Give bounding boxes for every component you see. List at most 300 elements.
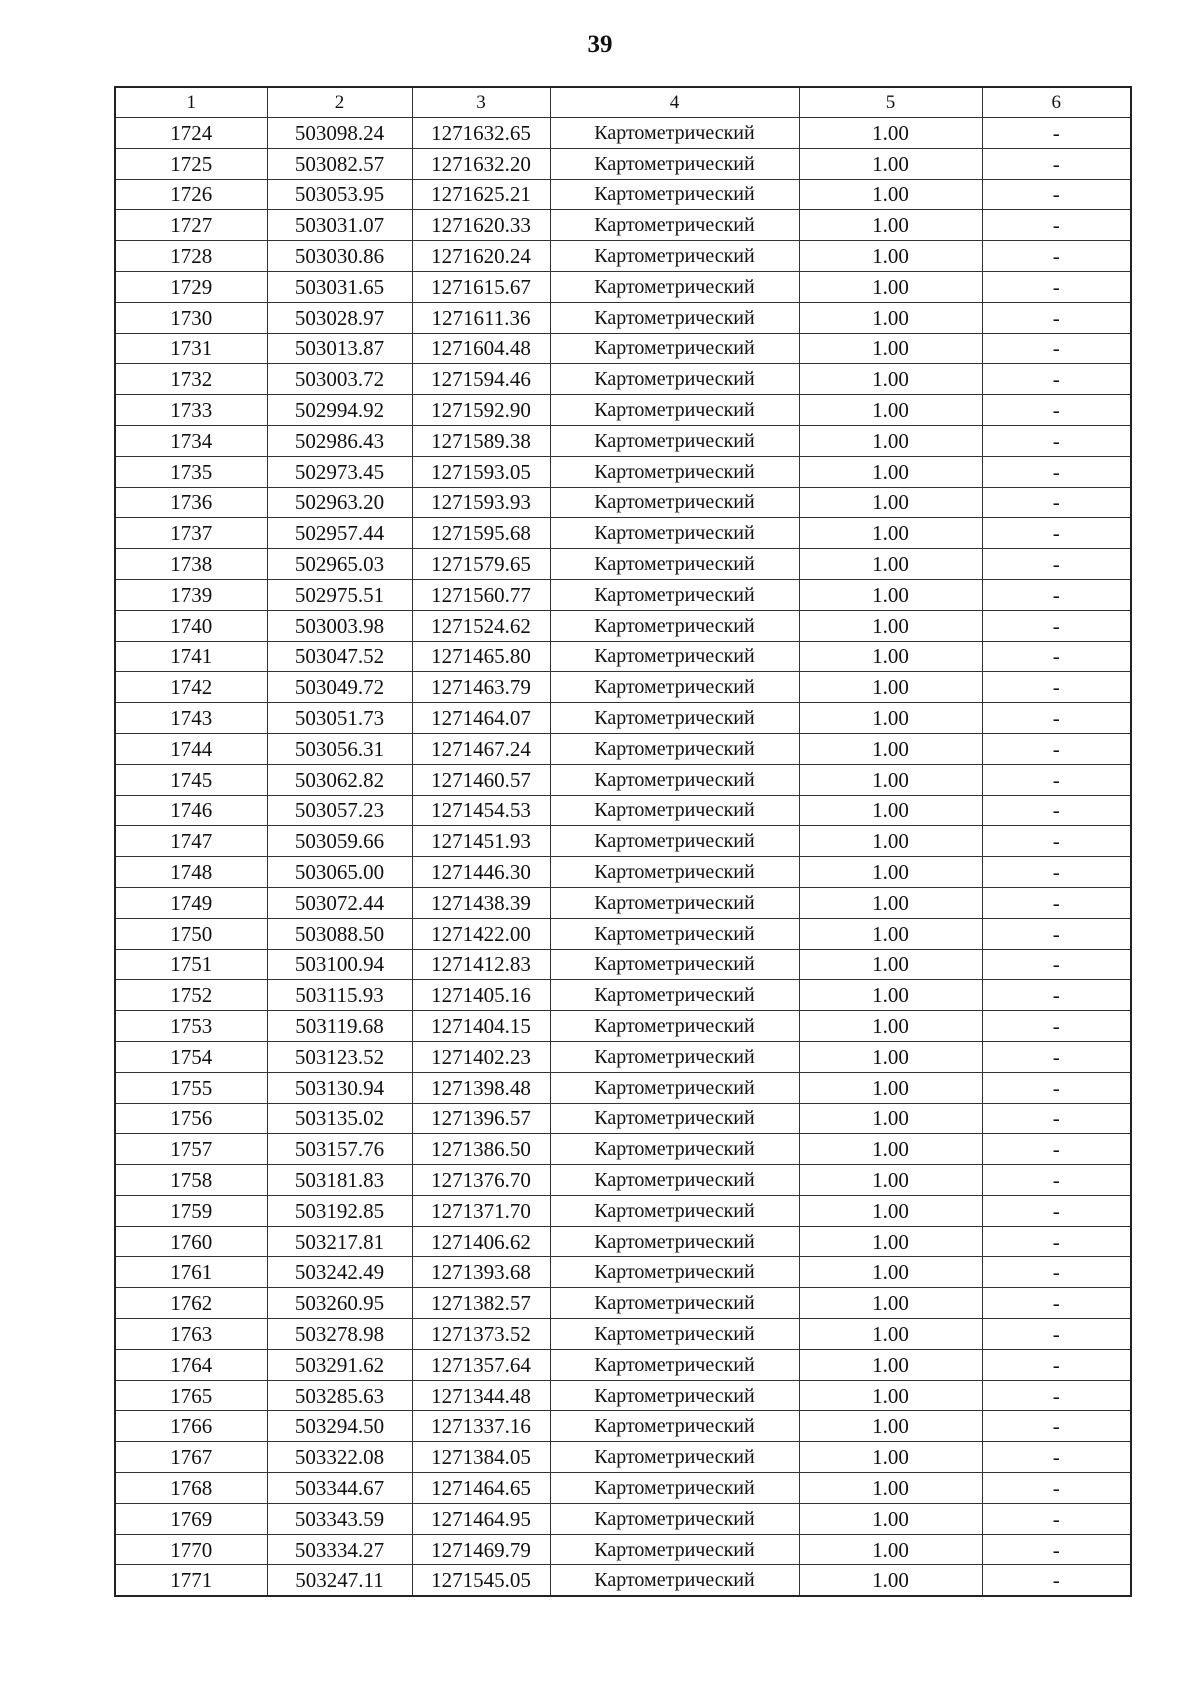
table-row (115, 395, 1131, 426)
y-coordinate-cell: 1271593.05 (412, 456, 550, 487)
method-cell: Картометрический (550, 1349, 799, 1380)
point-number-cell: 1732 (115, 364, 267, 395)
table-row (115, 1257, 1131, 1288)
accuracy-cell: 1.00 (799, 118, 982, 149)
accuracy-cell: 1.00 (799, 1319, 982, 1350)
accuracy-cell: 1.00 (799, 1565, 982, 1596)
point-number-cell: 1752 (115, 980, 267, 1011)
method-cell: Картометрический (550, 1534, 799, 1565)
description-cell: - (982, 271, 1131, 302)
method-cell: Картометрический (550, 918, 799, 949)
y-coordinate-cell: 1271545.05 (412, 1565, 550, 1596)
point-number-cell: 1762 (115, 1288, 267, 1319)
y-coordinate-cell: 1271589.38 (412, 425, 550, 456)
description-cell: - (982, 118, 1131, 149)
description-cell: - (982, 733, 1131, 764)
method-cell: Картометрический (550, 672, 799, 703)
method-cell: Картометрический (550, 1041, 799, 1072)
x-coordinate-cell: 503100.94 (267, 949, 412, 980)
accuracy-cell: 1.00 (799, 733, 982, 764)
method-cell: Картометрический (550, 1411, 799, 1442)
method-cell: Картометрический (550, 1011, 799, 1042)
x-coordinate-cell: 503028.97 (267, 302, 412, 333)
header-cell-4: 4 (550, 87, 799, 118)
accuracy-cell: 1.00 (799, 425, 982, 456)
method-cell: Картометрический (550, 549, 799, 580)
x-coordinate-cell: 503130.94 (267, 1072, 412, 1103)
description-cell: - (982, 1134, 1131, 1165)
y-coordinate-cell: 1271592.90 (412, 395, 550, 426)
y-coordinate-cell: 1271451.93 (412, 826, 550, 857)
description-cell: - (982, 1319, 1131, 1350)
description-cell: - (982, 1165, 1131, 1196)
method-cell: Картометрический (550, 456, 799, 487)
y-coordinate-cell: 1271337.16 (412, 1411, 550, 1442)
table-row (115, 241, 1131, 272)
accuracy-cell: 1.00 (799, 1165, 982, 1196)
table-row (115, 148, 1131, 179)
y-coordinate-cell: 1271422.00 (412, 918, 550, 949)
x-coordinate-cell: 503049.72 (267, 672, 412, 703)
y-coordinate-cell: 1271594.46 (412, 364, 550, 395)
description-cell: - (982, 1473, 1131, 1504)
description-cell: - (982, 672, 1131, 703)
description-cell: - (982, 949, 1131, 980)
y-coordinate-cell: 1271371.70 (412, 1195, 550, 1226)
point-number-cell: 1734 (115, 425, 267, 456)
table-row (115, 887, 1131, 918)
x-coordinate-cell: 503031.65 (267, 271, 412, 302)
table-row (115, 456, 1131, 487)
table-row (115, 1380, 1131, 1411)
y-coordinate-cell: 1271438.39 (412, 887, 550, 918)
table-row (115, 980, 1131, 1011)
accuracy-cell: 1.00 (799, 179, 982, 210)
x-coordinate-cell: 503322.08 (267, 1442, 412, 1473)
y-coordinate-cell: 1271579.65 (412, 549, 550, 580)
method-cell: Картометрический (550, 1226, 799, 1257)
accuracy-cell: 1.00 (799, 1011, 982, 1042)
accuracy-cell: 1.00 (799, 949, 982, 980)
table-row (115, 1411, 1131, 1442)
table-row (115, 1288, 1131, 1319)
x-coordinate-cell: 503051.73 (267, 703, 412, 734)
accuracy-cell: 1.00 (799, 1380, 982, 1411)
table-row (115, 487, 1131, 518)
y-coordinate-cell: 1271467.24 (412, 733, 550, 764)
point-number-cell: 1757 (115, 1134, 267, 1165)
y-coordinate-cell: 1271357.64 (412, 1349, 550, 1380)
y-coordinate-cell: 1271604.48 (412, 333, 550, 364)
point-number-cell: 1753 (115, 1011, 267, 1042)
accuracy-cell: 1.00 (799, 795, 982, 826)
description-cell: - (982, 1072, 1131, 1103)
method-cell: Картометрический (550, 302, 799, 333)
table-row (115, 271, 1131, 302)
y-coordinate-cell: 1271396.57 (412, 1103, 550, 1134)
y-coordinate-cell: 1271611.36 (412, 302, 550, 333)
point-number-cell: 1744 (115, 733, 267, 764)
y-coordinate-cell: 1271593.93 (412, 487, 550, 518)
y-coordinate-cell: 1271524.62 (412, 610, 550, 641)
method-cell: Картометрический (550, 1134, 799, 1165)
description-cell: - (982, 302, 1131, 333)
accuracy-cell: 1.00 (799, 148, 982, 179)
table-row (115, 518, 1131, 549)
table-row (115, 949, 1131, 980)
table-row (115, 1442, 1131, 1473)
accuracy-cell: 1.00 (799, 641, 982, 672)
point-number-cell: 1765 (115, 1380, 267, 1411)
accuracy-cell: 1.00 (799, 518, 982, 549)
accuracy-cell: 1.00 (799, 703, 982, 734)
point-number-cell: 1763 (115, 1319, 267, 1350)
table-row (115, 857, 1131, 888)
description-cell: - (982, 1442, 1131, 1473)
point-number-cell: 1742 (115, 672, 267, 703)
method-cell: Картометрический (550, 733, 799, 764)
accuracy-cell: 1.00 (799, 1103, 982, 1134)
x-coordinate-cell: 502957.44 (267, 518, 412, 549)
point-number-cell: 1755 (115, 1072, 267, 1103)
description-cell: - (982, 918, 1131, 949)
y-coordinate-cell: 1271460.57 (412, 764, 550, 795)
accuracy-cell: 1.00 (799, 1134, 982, 1165)
description-cell: - (982, 579, 1131, 610)
table-header-row (115, 87, 1131, 118)
description-cell: - (982, 1011, 1131, 1042)
table-row (115, 1072, 1131, 1103)
accuracy-cell: 1.00 (799, 826, 982, 857)
description-cell: - (982, 549, 1131, 580)
point-number-cell: 1746 (115, 795, 267, 826)
method-cell: Картометрический (550, 118, 799, 149)
x-coordinate-cell: 503013.87 (267, 333, 412, 364)
point-number-cell: 1730 (115, 302, 267, 333)
table-row (115, 703, 1131, 734)
description-cell: - (982, 1041, 1131, 1072)
y-coordinate-cell: 1271464.65 (412, 1473, 550, 1504)
description-cell: - (982, 179, 1131, 210)
description-cell: - (982, 1195, 1131, 1226)
x-coordinate-cell: 503047.52 (267, 641, 412, 672)
method-cell: Картометрический (550, 364, 799, 395)
table-row (115, 1319, 1131, 1350)
table-row (115, 918, 1131, 949)
x-coordinate-cell: 502986.43 (267, 425, 412, 456)
point-number-cell: 1769 (115, 1503, 267, 1534)
method-cell: Картометрический (550, 857, 799, 888)
x-coordinate-cell: 503260.95 (267, 1288, 412, 1319)
y-coordinate-cell: 1271376.70 (412, 1165, 550, 1196)
accuracy-cell: 1.00 (799, 857, 982, 888)
x-coordinate-cell: 503059.66 (267, 826, 412, 857)
x-coordinate-cell: 503294.50 (267, 1411, 412, 1442)
method-cell: Картометрический (550, 1257, 799, 1288)
table-row (115, 610, 1131, 641)
description-cell: - (982, 703, 1131, 734)
point-number-cell: 1728 (115, 241, 267, 272)
description-cell: - (982, 364, 1131, 395)
header-cell-6: 6 (982, 87, 1131, 118)
x-coordinate-cell: 503088.50 (267, 918, 412, 949)
table-row (115, 302, 1131, 333)
x-coordinate-cell: 503291.62 (267, 1349, 412, 1380)
x-coordinate-cell: 503278.98 (267, 1319, 412, 1350)
accuracy-cell: 1.00 (799, 271, 982, 302)
method-cell: Картометрический (550, 395, 799, 426)
description-cell: - (982, 887, 1131, 918)
y-coordinate-cell: 1271595.68 (412, 518, 550, 549)
table-row (115, 795, 1131, 826)
point-number-cell: 1758 (115, 1165, 267, 1196)
description-cell: - (982, 1503, 1131, 1534)
table-row (115, 1195, 1131, 1226)
y-coordinate-cell: 1271464.95 (412, 1503, 550, 1534)
point-number-cell: 1733 (115, 395, 267, 426)
point-number-cell: 1726 (115, 179, 267, 210)
y-coordinate-cell: 1271620.24 (412, 241, 550, 272)
point-number-cell: 1768 (115, 1473, 267, 1504)
x-coordinate-cell: 502994.92 (267, 395, 412, 426)
accuracy-cell: 1.00 (799, 610, 982, 641)
point-number-cell: 1735 (115, 456, 267, 487)
point-number-cell: 1759 (115, 1195, 267, 1226)
point-number-cell: 1749 (115, 887, 267, 918)
accuracy-cell: 1.00 (799, 456, 982, 487)
y-coordinate-cell: 1271632.65 (412, 118, 550, 149)
method-cell: Картометрический (550, 333, 799, 364)
x-coordinate-cell: 503157.76 (267, 1134, 412, 1165)
y-coordinate-cell: 1271393.68 (412, 1257, 550, 1288)
accuracy-cell: 1.00 (799, 980, 982, 1011)
method-cell: Картометрический (550, 1442, 799, 1473)
y-coordinate-cell: 1271464.07 (412, 703, 550, 734)
point-number-cell: 1761 (115, 1257, 267, 1288)
description-cell: - (982, 1565, 1131, 1596)
table-row (115, 1134, 1131, 1165)
table-row (115, 1226, 1131, 1257)
accuracy-cell: 1.00 (799, 1288, 982, 1319)
description-cell: - (982, 148, 1131, 179)
table-row (115, 179, 1131, 210)
point-number-cell: 1724 (115, 118, 267, 149)
y-coordinate-cell: 1271446.30 (412, 857, 550, 888)
y-coordinate-cell: 1271632.20 (412, 148, 550, 179)
y-coordinate-cell: 1271469.79 (412, 1534, 550, 1565)
table-row (115, 1103, 1131, 1134)
point-number-cell: 1748 (115, 857, 267, 888)
description-cell: - (982, 795, 1131, 826)
description-cell: - (982, 487, 1131, 518)
description-cell: - (982, 1534, 1131, 1565)
x-coordinate-cell: 503056.31 (267, 733, 412, 764)
table-row (115, 1349, 1131, 1380)
x-coordinate-cell: 503072.44 (267, 887, 412, 918)
method-cell: Картометрический (550, 425, 799, 456)
accuracy-cell: 1.00 (799, 1195, 982, 1226)
method-cell: Картометрический (550, 980, 799, 1011)
method-cell: Картометрический (550, 826, 799, 857)
y-coordinate-cell: 1271386.50 (412, 1134, 550, 1165)
table-row (115, 333, 1131, 364)
table-row (115, 364, 1131, 395)
table-row (115, 1503, 1131, 1534)
method-cell: Картометрический (550, 1072, 799, 1103)
description-cell: - (982, 610, 1131, 641)
x-coordinate-cell: 503065.00 (267, 857, 412, 888)
description-cell: - (982, 641, 1131, 672)
x-coordinate-cell: 502973.45 (267, 456, 412, 487)
description-cell: - (982, 518, 1131, 549)
y-coordinate-cell: 1271463.79 (412, 672, 550, 703)
header-cell-5: 5 (799, 87, 982, 118)
y-coordinate-cell: 1271615.67 (412, 271, 550, 302)
y-coordinate-cell: 1271625.21 (412, 179, 550, 210)
accuracy-cell: 1.00 (799, 395, 982, 426)
method-cell: Картометрический (550, 795, 799, 826)
description-cell: - (982, 210, 1131, 241)
method-cell: Картометрический (550, 641, 799, 672)
x-coordinate-cell: 502965.03 (267, 549, 412, 580)
method-cell: Картометрический (550, 1380, 799, 1411)
table-row (115, 826, 1131, 857)
accuracy-cell: 1.00 (799, 302, 982, 333)
accuracy-cell: 1.00 (799, 1257, 982, 1288)
point-number-cell: 1739 (115, 579, 267, 610)
x-coordinate-cell: 503057.23 (267, 795, 412, 826)
x-coordinate-cell: 503003.98 (267, 610, 412, 641)
x-coordinate-cell: 503062.82 (267, 764, 412, 795)
x-coordinate-cell: 502975.51 (267, 579, 412, 610)
description-cell: - (982, 425, 1131, 456)
accuracy-cell: 1.00 (799, 1411, 982, 1442)
accuracy-cell: 1.00 (799, 1503, 982, 1534)
x-coordinate-cell: 503053.95 (267, 179, 412, 210)
y-coordinate-cell: 1271620.33 (412, 210, 550, 241)
method-cell: Картометрический (550, 1165, 799, 1196)
description-cell: - (982, 1288, 1131, 1319)
accuracy-cell: 1.00 (799, 764, 982, 795)
accuracy-cell: 1.00 (799, 672, 982, 703)
accuracy-cell: 1.00 (799, 333, 982, 364)
y-coordinate-cell: 1271398.48 (412, 1072, 550, 1103)
x-coordinate-cell: 503343.59 (267, 1503, 412, 1534)
header-cell-1: 1 (115, 87, 267, 118)
method-cell: Картометрический (550, 1503, 799, 1534)
point-number-cell: 1747 (115, 826, 267, 857)
accuracy-cell: 1.00 (799, 549, 982, 580)
method-cell: Картометрический (550, 1288, 799, 1319)
point-number-cell: 1771 (115, 1565, 267, 1596)
table-row (115, 1041, 1131, 1072)
point-number-cell: 1750 (115, 918, 267, 949)
y-coordinate-cell: 1271405.16 (412, 980, 550, 1011)
x-coordinate-cell: 503135.02 (267, 1103, 412, 1134)
accuracy-cell: 1.00 (799, 1072, 982, 1103)
accuracy-cell: 1.00 (799, 1226, 982, 1257)
table-row (115, 733, 1131, 764)
description-cell: - (982, 764, 1131, 795)
x-coordinate-cell: 503181.83 (267, 1165, 412, 1196)
point-number-cell: 1740 (115, 610, 267, 641)
table-row (115, 1011, 1131, 1042)
table-row (115, 672, 1131, 703)
point-number-cell: 1745 (115, 764, 267, 795)
table-row (115, 641, 1131, 672)
point-number-cell: 1727 (115, 210, 267, 241)
coordinates-table (114, 86, 1132, 1597)
accuracy-cell: 1.00 (799, 918, 982, 949)
x-coordinate-cell: 503119.68 (267, 1011, 412, 1042)
accuracy-cell: 1.00 (799, 579, 982, 610)
point-number-cell: 1751 (115, 949, 267, 980)
point-number-cell: 1766 (115, 1411, 267, 1442)
point-number-cell: 1729 (115, 271, 267, 302)
y-coordinate-cell: 1271560.77 (412, 579, 550, 610)
accuracy-cell: 1.00 (799, 210, 982, 241)
table-row (115, 764, 1131, 795)
x-coordinate-cell: 503285.63 (267, 1380, 412, 1411)
y-coordinate-cell: 1271454.53 (412, 795, 550, 826)
x-coordinate-cell: 503192.85 (267, 1195, 412, 1226)
table-row (115, 1565, 1131, 1596)
description-cell: - (982, 857, 1131, 888)
x-coordinate-cell: 503123.52 (267, 1041, 412, 1072)
header-cell-3: 3 (412, 87, 550, 118)
description-cell: - (982, 456, 1131, 487)
description-cell: - (982, 333, 1131, 364)
y-coordinate-cell: 1271465.80 (412, 641, 550, 672)
x-coordinate-cell: 503098.24 (267, 118, 412, 149)
description-cell: - (982, 395, 1131, 426)
y-coordinate-cell: 1271382.57 (412, 1288, 550, 1319)
description-cell: - (982, 980, 1131, 1011)
accuracy-cell: 1.00 (799, 364, 982, 395)
point-number-cell: 1731 (115, 333, 267, 364)
description-cell: - (982, 1103, 1131, 1134)
description-cell: - (982, 826, 1131, 857)
header-cell-2: 2 (267, 87, 412, 118)
method-cell: Картометрический (550, 241, 799, 272)
table-row (115, 1165, 1131, 1196)
point-number-cell: 1760 (115, 1226, 267, 1257)
accuracy-cell: 1.00 (799, 1041, 982, 1072)
description-cell: - (982, 1257, 1131, 1288)
y-coordinate-cell: 1271404.15 (412, 1011, 550, 1042)
x-coordinate-cell: 503082.57 (267, 148, 412, 179)
method-cell: Картометрический (550, 1565, 799, 1596)
point-number-cell: 1754 (115, 1041, 267, 1072)
x-coordinate-cell: 503242.49 (267, 1257, 412, 1288)
method-cell: Картометрический (550, 610, 799, 641)
method-cell: Картометрический (550, 949, 799, 980)
x-coordinate-cell: 503115.93 (267, 980, 412, 1011)
method-cell: Картометрический (550, 1195, 799, 1226)
method-cell: Картометрический (550, 487, 799, 518)
accuracy-cell: 1.00 (799, 1349, 982, 1380)
y-coordinate-cell: 1271406.62 (412, 1226, 550, 1257)
method-cell: Картометрический (550, 148, 799, 179)
table-row (115, 1534, 1131, 1565)
accuracy-cell: 1.00 (799, 1473, 982, 1504)
x-coordinate-cell: 503344.67 (267, 1473, 412, 1504)
x-coordinate-cell: 503247.11 (267, 1565, 412, 1596)
y-coordinate-cell: 1271402.23 (412, 1041, 550, 1072)
y-coordinate-cell: 1271384.05 (412, 1442, 550, 1473)
x-coordinate-cell: 502963.20 (267, 487, 412, 518)
method-cell: Картометрический (550, 764, 799, 795)
